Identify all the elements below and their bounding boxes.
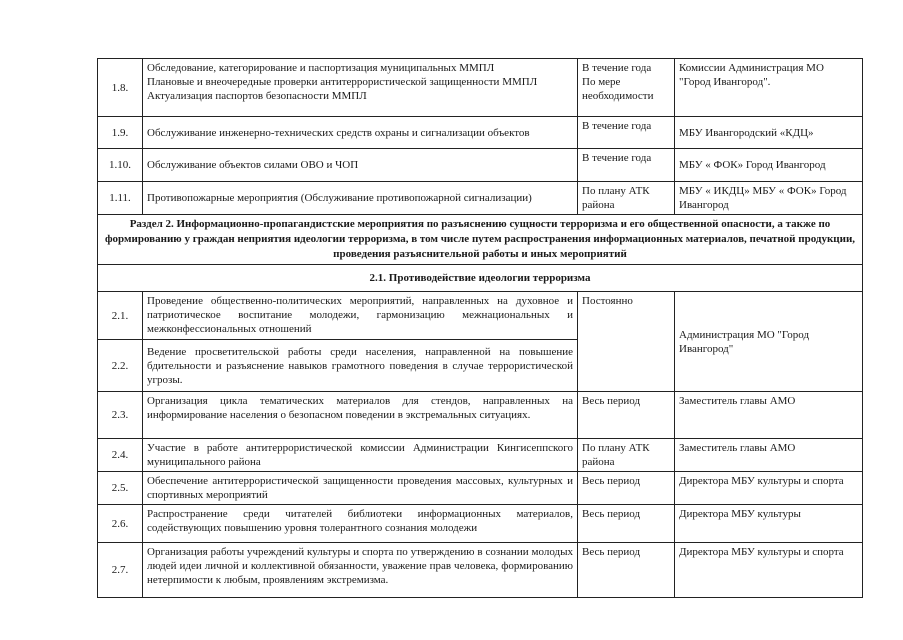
responsible-cell: Администрация МО "Город Ивангород" (675, 292, 863, 392)
responsible-cell: Директора МБУ культуры (675, 505, 863, 543)
row-number: 1.8. (98, 59, 143, 117)
subsection-heading: 2.1. Противодействие идеологии терроризма (98, 265, 863, 292)
table-row (98, 182, 863, 215)
row-number: 1.10. (98, 149, 143, 182)
activity-text: Обеспечение антитеррористической защищенности проведения массовых, культурных и спортивных мероприятий (143, 472, 578, 505)
activities-table (97, 58, 863, 598)
term-cell: Весь период (578, 505, 675, 543)
row-number: 2.7. (98, 543, 143, 598)
responsible-cell: МБУ Ивангородский «КДЦ» (675, 117, 863, 149)
activity-text: Обслуживание объектов силами ОВО и ЧОП (143, 149, 578, 182)
term-cell: Весь период (578, 472, 675, 505)
activity-text: Проведение общественно-политических мероприятий, направленных на духовное и патриотическое воспитание молодежи, гармонизацию межнациональных и межконфессиональных отношений (143, 292, 578, 340)
row-number: 2.4. (98, 439, 143, 472)
term-cell: Постоянно (578, 292, 675, 392)
section-row (98, 215, 863, 265)
row-number: 2.6. (98, 505, 143, 543)
term-line: В течение года (582, 62, 652, 74)
table-row (98, 149, 863, 182)
row-number: 2.1. (98, 292, 143, 340)
responsible-cell: Заместитель главы АМО (675, 439, 863, 472)
activity-line: Актуализация паспортов безопасности ММПЛ (147, 90, 367, 102)
responsible-cell: МБУ « ФОК» Город Ивангород (675, 149, 863, 182)
activity-text: Ведение просветительской работы среди населения, направленной на повышение бдительности и разъяснение навыков грамотного поведения в случае террористической угрозы. (143, 340, 578, 392)
table-row (98, 392, 863, 439)
responsible-cell: Директора МБУ культуры и спорта (675, 472, 863, 505)
term-cell: Весь период (578, 392, 675, 439)
row-number: 1.11. (98, 182, 143, 215)
table-row (98, 543, 863, 598)
row-number: 1.9. (98, 117, 143, 149)
row-number: 2.5. (98, 472, 143, 505)
activity-text: Организация работы учреждений культуры и спорта по утверждению в сознании молодых людей идеи личной и коллективной обязанности, уважение прав человека, формированию нетерпимости к любым, проявлениям экстремизма. (143, 543, 578, 598)
activity-text (143, 59, 578, 117)
term-cell: Весь период (578, 543, 675, 598)
row-number: 2.3. (98, 392, 143, 439)
table-row (98, 505, 863, 543)
table-row (98, 117, 863, 149)
table-row (98, 59, 863, 117)
row-number: 2.2. (98, 340, 143, 392)
table-row (98, 439, 863, 472)
table-row (98, 472, 863, 505)
term-cell: В течение года (578, 117, 675, 149)
table-row (98, 292, 863, 340)
responsible-cell: Директора МБУ культуры и спорта (675, 543, 863, 598)
responsible-cell: Заместитель главы АМО (675, 392, 863, 439)
term-line: По мере необходимости (582, 76, 654, 102)
term-cell: В течение года (578, 149, 675, 182)
activity-text: Противопожарные мероприятия (Обслуживание противопожарной сигнализации) (143, 182, 578, 215)
activity-line: Плановые и внеочередные проверки антитеррористической защищенности ММПЛ (147, 76, 538, 88)
activity-text: Участие в работе антитеррористической комиссии Администрации Кингисеппского муниципального района (143, 439, 578, 472)
activity-text: Организация цикла тематических материалов для стендов, направленных на информирование населения о безопасном поведении в экстремальных ситуациях. (143, 392, 578, 439)
section-heading: Раздел 2. Информационно-пропагандистские мероприятия по разъяснению сущности терроризма и его общественной опасности, а также по формированию у граждан неприятия идеологии терроризма, в том числе путем распространения информационных материалов, печатной продукции, проведения разъяснительной работы и иных мероприятий (98, 215, 863, 265)
activity-text: Обслуживание инженерно-технических средств охраны и сигнализации объектов (143, 117, 578, 149)
subsection-row (98, 265, 863, 292)
term-cell: По плану АТК района (578, 182, 675, 215)
activity-line: Обследование, категорирование и паспортизация муниципальных ММПЛ (147, 62, 495, 74)
responsible-cell: МБУ « ИКДЦ» МБУ « ФОК» Город Ивангород (675, 182, 863, 215)
term-cell: По плану АТК района (578, 439, 675, 472)
activity-text: Распространение среди читателей библиотеки информационных материалов, содействующих повышению уровня толерантного сознания молодежи (143, 505, 578, 543)
responsible-cell: Комиссии Администрация МО "Город Ивангород". (675, 59, 863, 117)
term-cell (578, 59, 675, 117)
